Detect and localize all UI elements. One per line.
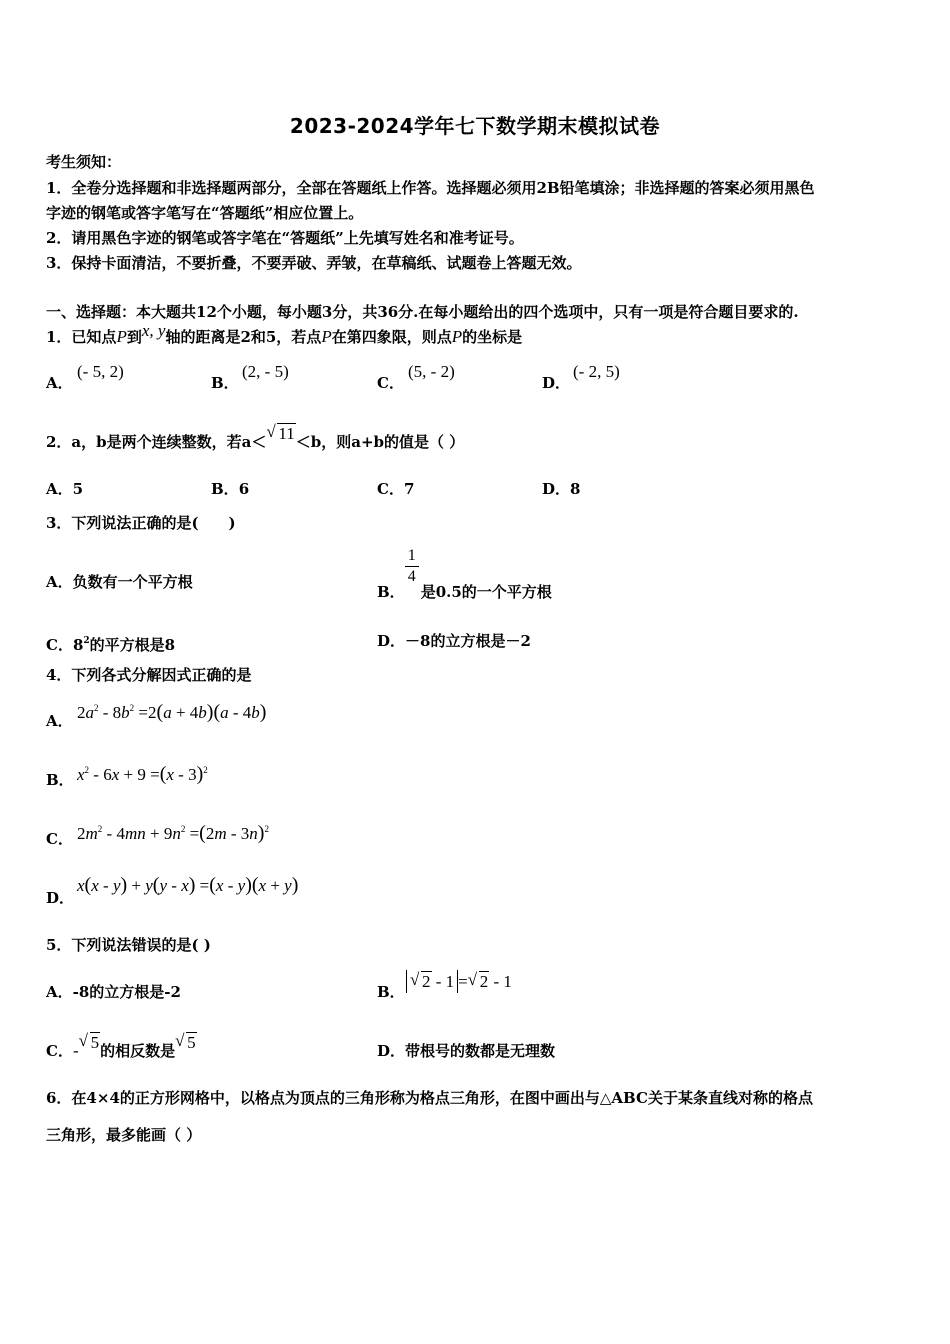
q2-text-1: 2．a，b是两个连续整数，若a＜	[46, 433, 267, 451]
page-title: 2023-2024学年七下数学期末模拟试卷	[289, 114, 661, 138]
q1-option-a[interactable]	[46, 373, 73, 393]
notice-item-1: 1．全卷分选择题和非选择题两部分，全部在答题纸上作答。选择题必须用2B铅笔填涂；非选择题的答案必须用黑色	[46, 179, 815, 197]
q5-option-a-text: -8的立方根是-2	[72, 983, 181, 1001]
q3-option-c[interactable]	[46, 631, 175, 655]
q3-option-d-text: －8的立方根是－2	[405, 632, 531, 650]
q1-option-b-label: B．	[211, 374, 239, 392]
q2-text-2: ＜b，则a+b的值是（ ）	[295, 433, 465, 451]
q2-option-b[interactable]	[211, 479, 249, 499]
q4-option-c-label: C．	[46, 830, 73, 848]
q2-option-d-label: D．	[542, 480, 571, 498]
q5-radicand-5: 5	[90, 1033, 100, 1052]
q3-option-c-base: 8	[72, 636, 84, 654]
q5-sqrt-5: √ 5	[78, 1031, 100, 1052]
q5-abs-value	[406, 970, 458, 993]
q5-option-a-label: A．	[46, 983, 73, 1001]
q1-text-1: 1．已知点	[46, 328, 117, 346]
q2-option-d[interactable]	[542, 479, 580, 499]
q2-sqrt-11: √ 11	[266, 422, 295, 443]
question-2-stem	[46, 422, 465, 452]
q2-radicand: 11	[278, 424, 295, 443]
q2-option-d-value: 8	[570, 480, 581, 498]
q5-option-c-minus: -	[72, 1041, 79, 1060]
q3-option-b[interactable]	[377, 547, 552, 601]
notice-item-2: 2．请用黑色字迹的钢笔或答字笔在“答题纸”上先填写姓名和准考证号。	[46, 229, 524, 247]
q2-option-c[interactable]	[377, 479, 414, 499]
q5-minus-one-1: - 1	[431, 972, 455, 991]
q1-option-d-label: D．	[542, 374, 571, 392]
q4-option-d[interactable]	[46, 888, 74, 908]
q1-text-2: 到	[126, 328, 142, 346]
q1-point-p: P	[116, 327, 127, 346]
q5-option-d-label: D．	[377, 1042, 406, 1060]
q3-option-a-label: A．	[46, 573, 73, 591]
q4-option-b-label: B．	[46, 771, 74, 789]
q3-option-c-exponent: 2	[83, 636, 90, 646]
section-header: 一、选择题：本大题共12个小题，每小题3分，共36分.在每小题给出的四个选项中，只有一项是符合题目要求的.	[46, 303, 799, 321]
q5-sqrt-2-rhs: √ 2	[467, 970, 489, 991]
q1-option-a-value: (- 5, 2)	[77, 362, 124, 381]
q4-option-b-formula: $x^2 - 6x + 9 =(x - 3)^2$	[77, 763, 208, 785]
question-6-stem: 6．在4×4的正方形网格中，以格点为顶点的三角形称为格点三角形，在图中画出与△ABC关于某条直线对称的格点	[46, 1089, 813, 1107]
q1-option-c[interactable]	[377, 373, 404, 393]
q1-option-c-value: (5, - 2)	[408, 362, 455, 381]
q5-option-c[interactable]	[46, 1031, 197, 1061]
q1-option-a-label: A．	[46, 374, 73, 392]
q5-sqrt-5-answer: √ 5	[175, 1031, 196, 1052]
question-6-stem-cont: 三角形，最多能画（ ）	[46, 1126, 202, 1144]
q4-option-c[interactable]	[46, 829, 73, 849]
q3-option-c-text: 的平方根是8	[89, 636, 176, 654]
q4-option-a-formula: $2a^2 - 8b^2 =2(a + 4b)(a - 4b)$	[77, 701, 267, 723]
q2-option-c-value: 7	[403, 480, 415, 498]
q2-option-a-value: 5	[72, 480, 84, 498]
q5-option-c-text: 的相反数是	[100, 1042, 176, 1060]
q4-option-c-formula: $2m^2 - 4mn + 9n^2 =(2m - 3n)^2$	[77, 822, 269, 844]
q5-radicand-2: 2	[479, 972, 489, 991]
q1-point-p-3: P	[451, 327, 463, 346]
q5-option-b-label: B．	[377, 983, 405, 1001]
q1-text-3: 轴的距离是2和5，若点	[165, 328, 322, 346]
q2-option-c-label: C．	[377, 480, 404, 498]
q5-option-d[interactable]	[377, 1041, 555, 1061]
question-5-stem: 5．下列说法错误的是( )	[46, 936, 211, 954]
q2-option-b-value: 6	[238, 480, 250, 498]
q2-option-a[interactable]	[46, 479, 83, 499]
q1-point-p-2: P	[321, 327, 332, 346]
q3-fraction	[405, 546, 419, 587]
q1-option-d-value: (- 2, 5)	[573, 362, 620, 381]
q1-option-b[interactable]	[211, 373, 239, 393]
q3-fraction-numerator: 1	[405, 546, 419, 567]
q4-option-a-label: A．	[46, 712, 73, 730]
q5-radicand-5-answer: 5	[187, 1033, 196, 1052]
q5-radicand-1: 2	[422, 972, 431, 991]
q4-option-d-label: D．	[46, 889, 75, 907]
q1-text-5: 的坐标是	[462, 328, 523, 346]
q3-option-c-label: C．	[46, 636, 73, 654]
q5-option-d-text: 带根号的数都是无理数	[405, 1042, 556, 1060]
q5-sqrt-2: √ 2	[410, 970, 431, 991]
question-4-stem: 4．下列各式分解因式正确的是	[46, 666, 252, 684]
q3-option-b-text: 是0.5的一个平方根	[420, 582, 552, 601]
notice-header: 考生须知：	[46, 153, 122, 171]
q5-option-b[interactable]	[377, 982, 405, 1002]
q3-fraction-denominator: 4	[407, 568, 416, 585]
q3-option-d-label: D．	[377, 632, 406, 650]
q2-option-a-label: A．	[46, 480, 73, 498]
q5-option-b-formula	[406, 972, 512, 992]
q1-option-d[interactable]	[542, 373, 570, 393]
q3-option-a[interactable]	[46, 572, 193, 592]
q3-option-b-label: B．	[377, 582, 405, 601]
q1-axes-xy: x, y	[141, 321, 166, 340]
q5-option-c-label: C．	[46, 1042, 73, 1060]
notice-item-1-cont: 字迹的钢笔或答字笔写在“答题纸”相应位置上。	[46, 204, 364, 222]
q2-option-b-label: B．	[211, 480, 239, 498]
q4-option-b[interactable]	[46, 770, 74, 790]
q4-option-d-formula: x(x - y) + y(y - x) =(x - y)(x + y)	[77, 874, 299, 896]
q5-option-a[interactable]	[46, 982, 181, 1002]
q1-option-b-value: (2, - 5)	[242, 362, 289, 381]
q1-text-4: 在第四象限，则点	[331, 328, 452, 346]
notice-item-3: 3．保持卡面清洁，不要折叠，不要弄破、弄皱，在草稿纸、试题卷上答题无效。	[46, 254, 582, 272]
q1-option-c-label: C．	[377, 374, 404, 392]
q5-equals: =	[458, 972, 468, 991]
q5-minus-one-2: - 1	[489, 972, 512, 991]
question-3-stem: 3．下列说法正确的是( )	[46, 514, 236, 532]
question-1-stem	[46, 321, 523, 347]
q3-option-d[interactable]	[377, 631, 531, 651]
q3-option-a-text: 负数有一个平方根	[72, 573, 193, 591]
q4-option-a[interactable]	[46, 711, 73, 731]
